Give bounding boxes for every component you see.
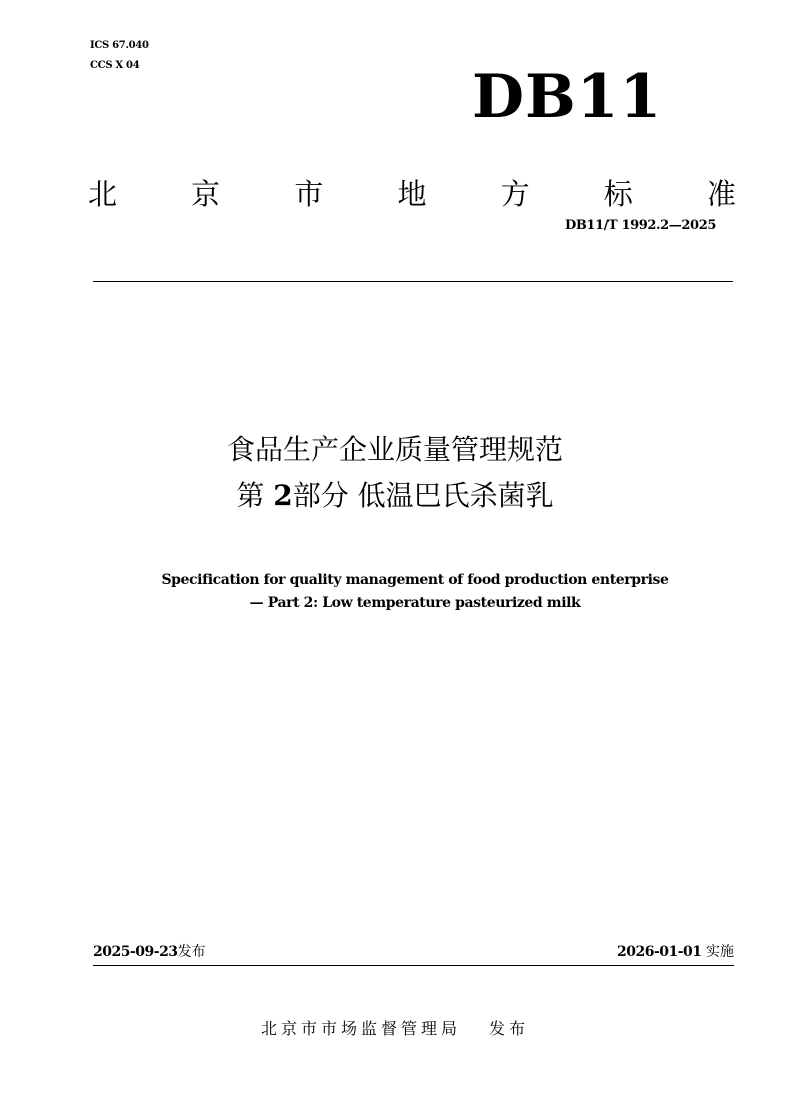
standard-type-char: 方 <box>500 177 530 211</box>
standard-type-char: 准 <box>706 177 736 211</box>
title-part-number: 2 <box>273 479 293 512</box>
db-logo: DB11 <box>472 62 663 132</box>
title-english-line2: — Part 2: Low temperature pasteurized milk <box>249 595 581 611</box>
standard-number: DB11/T 1992.2—2025 <box>564 218 716 233</box>
standard-type-char: 市 <box>294 177 324 211</box>
title-part-prefix: 第 <box>236 479 265 512</box>
title-chinese-line2 <box>0 478 790 514</box>
ccs-code: CCS X 04 <box>90 60 140 71</box>
issue-date <box>93 943 206 961</box>
implementation-date-label: 实施 <box>706 944 734 960</box>
standard-type-char: 标 <box>603 177 633 211</box>
issue-date-label: 发布 <box>177 944 206 960</box>
implementation-date-value: 2026-01-01 <box>616 944 702 960</box>
standard-type-char: 北 <box>88 177 118 211</box>
issue-date-value: 2025-09-23 <box>93 944 178 960</box>
issuer <box>0 1018 790 1040</box>
standard-type <box>88 176 736 212</box>
top-divider <box>93 281 733 282</box>
bottom-divider <box>93 965 734 966</box>
standard-type-char: 京 <box>191 177 221 211</box>
title-chinese-line1: 食品生产企业质量管理规范 <box>226 433 563 466</box>
title-part-suffix: 部分 低温巴氏杀菌乳 <box>292 479 554 512</box>
issuer-action: 发布 <box>489 1019 530 1038</box>
title-english-line1: Specification for quality management of food production enterprise <box>161 572 669 588</box>
ics-code: ICS 67.040 <box>90 40 149 51</box>
implementation-date <box>617 943 734 961</box>
standard-type-char: 地 <box>397 177 427 211</box>
issuer-authority: 北京市市场监督管理局 <box>260 1019 461 1038</box>
